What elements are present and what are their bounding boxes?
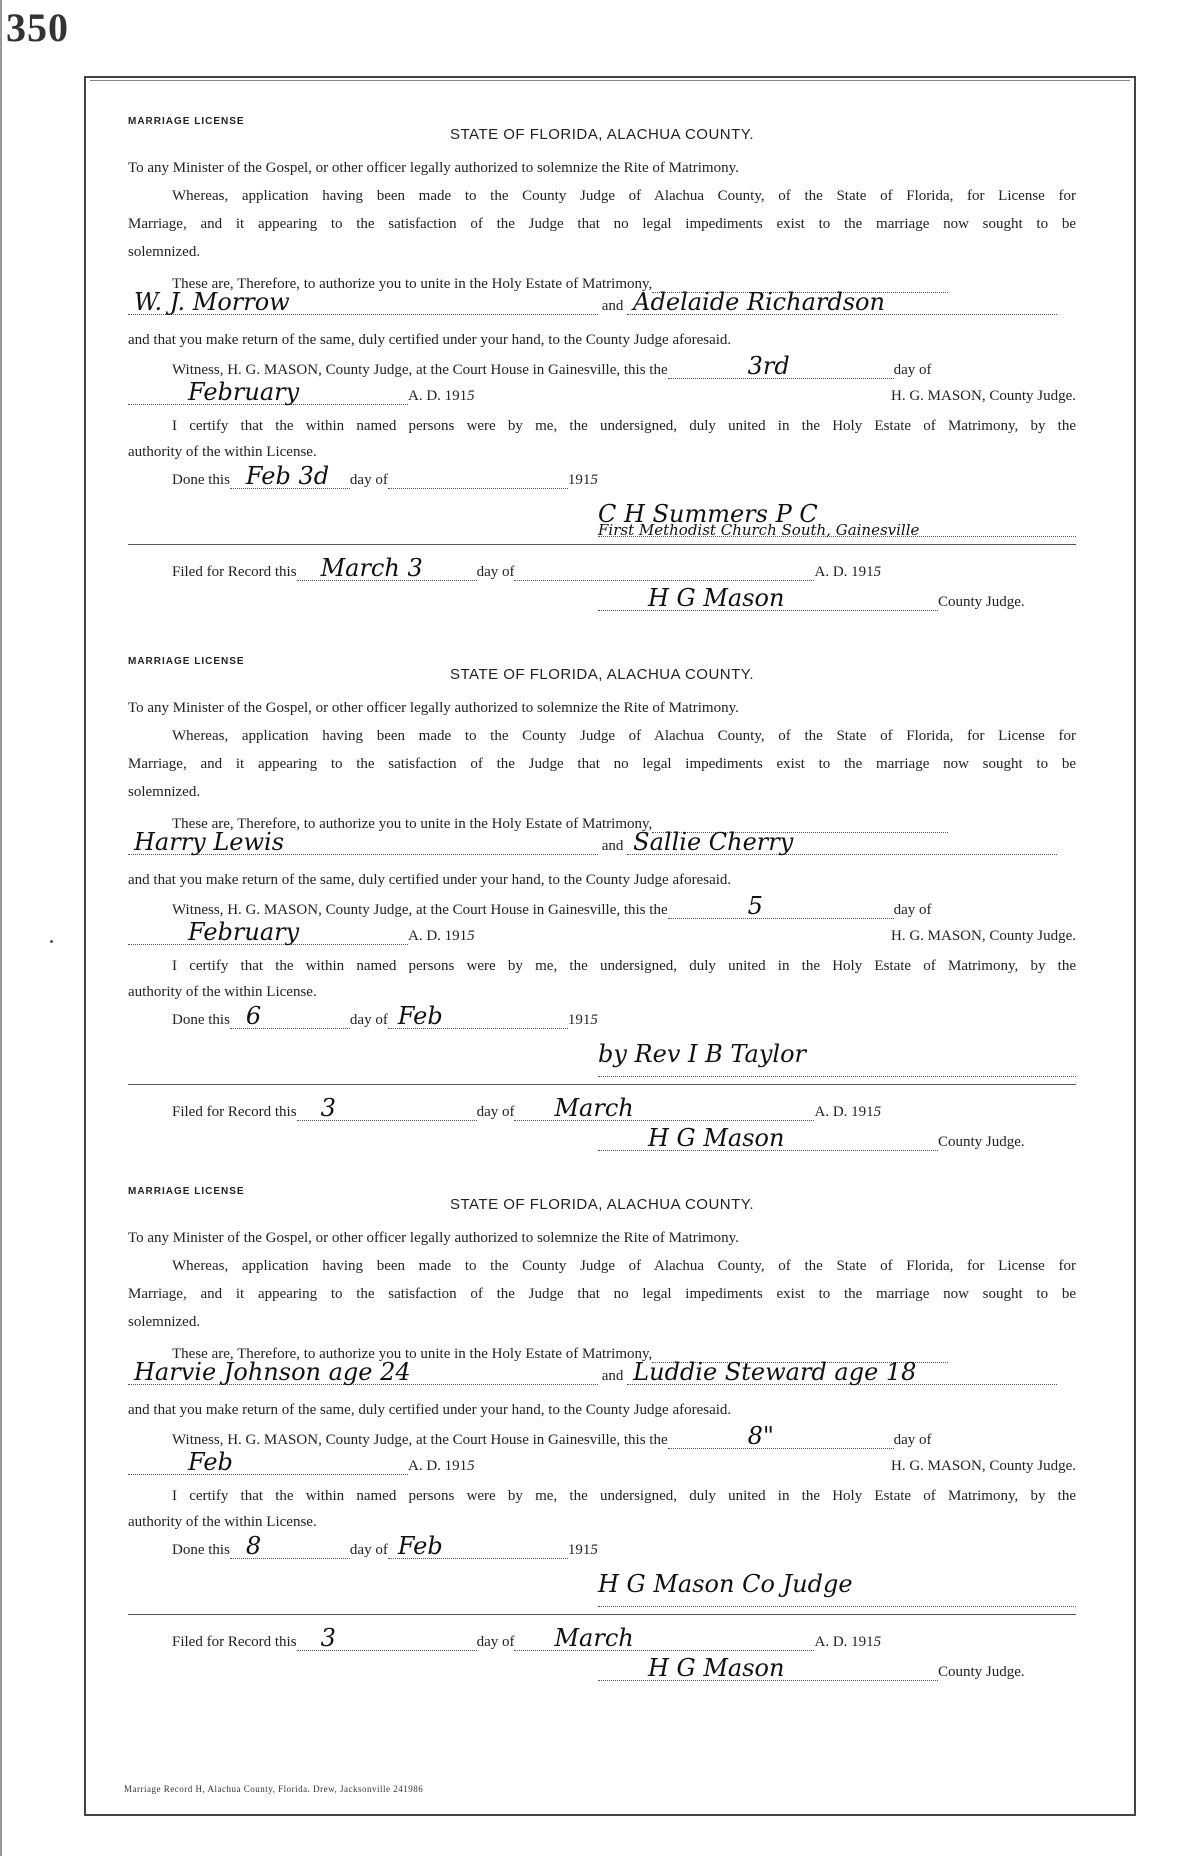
license-address-line: To any Minister of the Gospel, or other officer legally authorized to solemnize the Rite of Matrimony.	[128, 160, 739, 176]
filed-month-field	[514, 564, 814, 581]
filed-year: 5	[873, 1634, 882, 1650]
and-text: and	[601, 838, 624, 854]
groom-name: Harry Lewis	[134, 828, 285, 856]
done-this-text: Done this	[172, 1012, 230, 1028]
filed-signature-line	[598, 1124, 1076, 1152]
license-certify-line-2: authority of the within License.	[128, 1514, 317, 1530]
day-of-text: day of	[349, 1542, 388, 1558]
license-state-heading: STATE OF FLORIDA, ALACHUA COUNTY.	[449, 1196, 755, 1213]
done-day: 6	[245, 1002, 262, 1030]
filed-day-field	[297, 1624, 477, 1652]
bride-field	[627, 828, 1057, 856]
ink-mark	[50, 940, 53, 943]
witness-day-field	[668, 352, 894, 380]
done-day: Feb 3d	[245, 462, 330, 490]
bride-name: Sallie Cherry	[633, 828, 794, 856]
officiant-signature: by Rev I B Taylor	[598, 1040, 806, 1068]
license-done-line	[172, 462, 1120, 490]
officiant-signature: H G Mason Co Judge	[598, 1570, 853, 1598]
done-year: 5	[590, 472, 598, 488]
ad-text: A. D. 191	[814, 1634, 874, 1650]
license-filed-line	[172, 554, 1120, 582]
license-whereas-line-3: solemnized.	[128, 244, 201, 260]
license-address-line: To any Minister of the Gospel, or other officer legally authorized to solemnize the Rite of Matrimony.	[128, 1230, 739, 1246]
done-year: 5	[590, 1012, 598, 1028]
witness-month-field	[128, 378, 408, 406]
witness-day-field	[668, 892, 894, 920]
filed-year: 5	[873, 564, 882, 580]
witness-text: Witness, H. G. MASON, County Judge, at the Court House in Gainesville, this the	[172, 1432, 668, 1448]
license-label: MARRIAGE LICENSE	[128, 656, 245, 667]
license-done-line	[172, 1532, 1120, 1560]
ad-year: 5	[467, 1458, 475, 1474]
done-month: Feb	[397, 1532, 443, 1560]
filed-signature-line	[598, 584, 1076, 612]
ad-text: A. D. 191	[408, 1458, 468, 1474]
filed-text: Filed for Record this	[172, 564, 297, 580]
filed-month-field	[514, 1624, 814, 1652]
witness-month: February	[188, 918, 300, 946]
groom-field	[128, 828, 598, 856]
ad-text: A. D. 191	[408, 928, 468, 944]
filed-year: 5	[873, 1104, 882, 1120]
filed-day: 3	[320, 1094, 336, 1122]
marriage-license	[128, 1170, 1076, 1690]
license-whereas-line: Whereas, application having been made to the County Judge of Alachua County, of the State of Florida, for License for	[172, 1258, 1076, 1274]
authorize-text: These are, Therefore, to authorize you to unite in the Holy Estate of Matrimony,	[172, 816, 653, 832]
filed-day: March 3	[320, 554, 423, 582]
bride-name: Adelaide Richardson	[633, 288, 885, 316]
groom-name: Harvie Johnson age 24	[134, 1358, 411, 1386]
done-day-field	[230, 462, 350, 490]
license-certify-line-2: authority of the within License.	[128, 444, 317, 460]
day-of-text: day of	[349, 1012, 388, 1028]
day-of-text: day of	[349, 472, 388, 488]
county-judge-text: County Judge.	[938, 594, 1025, 610]
county-judge-text: County Judge.	[938, 1664, 1025, 1680]
license-whereas-line: Whereas, application having been made to the County Judge of Alachua County, of the State of Florida, for License for	[172, 188, 1076, 204]
license-filed-line	[172, 1094, 1120, 1122]
judge-title: H. G. MASON, County Judge.	[890, 388, 1076, 404]
witness-text: Witness, H. G. MASON, County Judge, at the Court House in Gainesville, this the	[172, 362, 668, 378]
witness-day: 8"	[747, 1422, 774, 1450]
page-number: 350	[6, 5, 69, 50]
witness-day: 3rd	[747, 352, 790, 380]
done-day-field	[230, 1002, 350, 1030]
ad-text: A. D. 191	[814, 564, 874, 580]
groom-field	[128, 288, 598, 316]
done-month: Feb	[397, 1002, 443, 1030]
bride-name: Luddie Steward age 18	[633, 1358, 917, 1386]
license-return-line: and that you make return of the same, duly certified under your hand, to the County Judge aforesaid.	[128, 1402, 732, 1418]
filed-signature-field	[598, 1124, 938, 1152]
marriage-license	[128, 100, 1076, 620]
done-day: 8	[245, 1532, 262, 1560]
done-month-field	[388, 1002, 568, 1030]
license-return-line: and that you make return of the same, duly certified under your hand, to the County Judge aforesaid.	[128, 872, 732, 888]
filed-day-field	[297, 554, 477, 582]
filed-month-field	[514, 1094, 814, 1122]
filed-text: Filed for Record this	[172, 1634, 297, 1650]
witness-text: Witness, H. G. MASON, County Judge, at the Court House in Gainesville, this the	[172, 902, 668, 918]
license-label: MARRIAGE LICENSE	[128, 1186, 245, 1197]
and-text: and	[601, 1368, 624, 1384]
witness-month: Feb	[188, 1448, 233, 1476]
done-year: 5	[590, 1542, 598, 1558]
bride-field	[627, 288, 1057, 316]
done-this-text: Done this	[172, 472, 230, 488]
filed-signature: H G Mason	[648, 1654, 785, 1682]
done-month-field	[388, 472, 568, 489]
done-year-prefix: 191	[567, 1012, 591, 1028]
officiant-field	[598, 496, 1076, 537]
license-whereas-line-2: Marriage, and it appearing to the satisfaction of the Judge that no legal impediments exist to the marriage now sought to be	[128, 1286, 1076, 1302]
day-of-text: day of	[893, 1432, 932, 1448]
license-address-line: To any Minister of the Gospel, or other officer legally authorized to solemnize the Rite of Matrimony.	[128, 700, 739, 716]
filed-signature-line	[598, 1654, 1076, 1682]
license-names-line	[128, 1358, 1076, 1386]
license-label: MARRIAGE LICENSE	[128, 116, 245, 127]
ad-year: 5	[467, 928, 475, 944]
ad-text: A. D. 191	[814, 1104, 874, 1120]
done-month-field	[388, 1532, 568, 1560]
license-certify-line: I certify that the within named persons were by me, the undersigned, duly united in the Holy Estate of Matrimony, by the	[172, 1488, 1076, 1504]
bride-field	[627, 1358, 1057, 1386]
license-witness-line	[172, 352, 1120, 380]
marriage-license	[128, 640, 1076, 1160]
license-witness-line	[172, 892, 1120, 920]
printer-footer: Marriage Record H, Alachua County, Florida. Drew, Jacksonville 241986	[124, 1784, 424, 1794]
officiant-church: First Methodist Church South, Gainesville	[598, 521, 920, 539]
license-whereas-line-2: Marriage, and it appearing to the satisfaction of the Judge that no legal impediments exist to the marriage now sought to be	[128, 756, 1076, 772]
groom-field	[128, 1358, 598, 1386]
license-month-line	[128, 1448, 1076, 1476]
done-day-field	[230, 1532, 350, 1560]
and-text: and	[601, 298, 624, 314]
filed-signature: H G Mason	[648, 1124, 785, 1152]
license-whereas-line-2: Marriage, and it appearing to the satisfaction of the Judge that no legal impediments exist to the marriage now sought to be	[128, 216, 1076, 232]
witness-month-field	[128, 918, 408, 946]
done-year-prefix: 191	[567, 1542, 591, 1558]
judge-title: H. G. MASON, County Judge.	[890, 928, 1076, 944]
license-month-line	[128, 918, 1076, 946]
witness-day-field	[668, 1422, 894, 1450]
day-of-text: day of	[893, 902, 932, 918]
witness-month-field	[128, 1448, 408, 1476]
license-whereas-line-3: solemnized.	[128, 784, 201, 800]
groom-name: W. J. Morrow	[134, 288, 290, 316]
day-of-text: day of	[476, 1104, 515, 1120]
ad-year: 5	[467, 388, 475, 404]
license-return-line: and that you make return of the same, duly certified under your hand, to the County Judge aforesaid.	[128, 332, 732, 348]
officiant-field	[598, 1566, 1076, 1607]
day-of-text: day of	[893, 362, 932, 378]
filed-month: March	[554, 1094, 634, 1122]
authorize-text: These are, Therefore, to authorize you to unite in the Holy Estate of Matrimony,	[172, 1346, 653, 1362]
done-year-prefix: 191	[567, 472, 591, 488]
witness-day: 5	[747, 892, 763, 920]
filed-day-field	[297, 1094, 477, 1122]
filed-month: March	[554, 1624, 634, 1652]
license-certify-line: I certify that the within named persons were by me, the undersigned, duly united in the Holy Estate of Matrimony, by the	[172, 418, 1076, 434]
license-state-heading: STATE OF FLORIDA, ALACHUA COUNTY.	[449, 126, 755, 143]
filed-day: 3	[320, 1624, 336, 1652]
license-month-line	[128, 378, 1076, 406]
ad-text: A. D. 191	[408, 388, 468, 404]
page-edge	[0, 0, 2, 1856]
license-names-line	[128, 288, 1076, 316]
license-names-line	[128, 828, 1076, 856]
day-of-text: day of	[476, 1634, 515, 1650]
done-this-text: Done this	[172, 1542, 230, 1558]
filed-signature-field	[598, 1654, 938, 1682]
license-whereas-line: Whereas, application having been made to the County Judge of Alachua County, of the State of Florida, for License for	[172, 728, 1076, 744]
frame-inner-line	[90, 80, 1130, 81]
day-of-text: day of	[476, 564, 515, 580]
filed-signature: H G Mason	[648, 584, 785, 612]
license-certify-line-2: authority of the within License.	[128, 984, 317, 1000]
judge-title: H. G. MASON, County Judge.	[890, 1458, 1076, 1474]
officiant-signature: C H Summers P C	[598, 500, 818, 528]
section-divider	[128, 544, 1076, 545]
filed-text: Filed for Record this	[172, 1104, 297, 1120]
license-done-line	[172, 1002, 1120, 1030]
county-judge-text: County Judge.	[938, 1134, 1025, 1150]
filed-signature-field	[598, 584, 938, 612]
section-divider	[128, 1084, 1076, 1085]
witness-month: February	[188, 378, 300, 406]
section-divider	[128, 1614, 1076, 1615]
authorize-text: These are, Therefore, to authorize you to unite in the Holy Estate of Matrimony,	[172, 276, 653, 292]
license-filed-line	[172, 1624, 1120, 1652]
officiant-field	[598, 1036, 1076, 1077]
license-witness-line	[172, 1422, 1120, 1450]
license-state-heading: STATE OF FLORIDA, ALACHUA COUNTY.	[449, 666, 755, 683]
license-whereas-line-3: solemnized.	[128, 1314, 201, 1330]
license-certify-line: I certify that the within named persons were by me, the undersigned, duly united in the Holy Estate of Matrimony, by the	[172, 958, 1076, 974]
